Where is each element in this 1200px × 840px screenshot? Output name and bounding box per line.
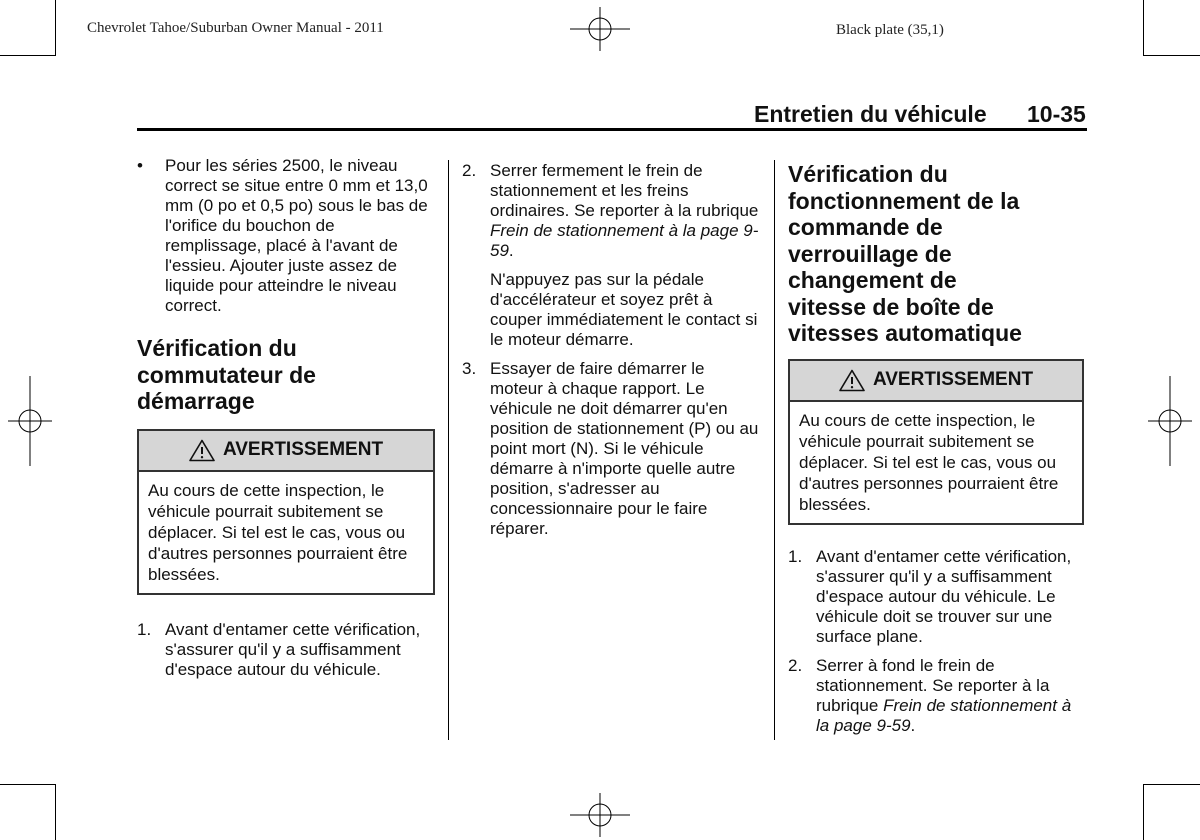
document-info: Chevrolet Tahoe/Suburban Owner Manual - 2011 — [87, 20, 384, 36]
step-text-end: . — [910, 715, 916, 735]
section-heading: Vérification du fonctionnement de la commande de verrouillage de changement de vitesse de boîte de vitesses automatique — [788, 161, 1022, 346]
step-text: Avant d'entamer cette vérification, s'assurer qu'il y a suffisamment d'espace autour du véhicule. Le véhicule doit se trouver sur une surface plane. — [816, 546, 1072, 646]
step-text-main: Serrer à fond le frein de stationnement. Se reporter à la rubrique — [816, 655, 1050, 715]
header-rule — [137, 128, 1087, 131]
step-text — [490, 161, 762, 261]
step-number: 1. — [137, 619, 152, 639]
step-number: 2. — [462, 161, 477, 180]
bullet-text: Pour les séries 2500, le niveau correct se situe entre 0 mm et 13,0 mm (0 po et 0,5 po) sous le bas de l'orifice du bouchon de remplissage, placé à l'avant de l'essieu. Ajouter juste assez de liquide pour atteindre le niveau correct. — [165, 156, 428, 315]
step-text-end: . — [508, 241, 514, 260]
list-item — [137, 620, 435, 680]
warning-header — [139, 431, 433, 472]
step-number: 2. — [788, 655, 803, 675]
warning-box — [788, 359, 1084, 525]
list-item — [462, 161, 762, 350]
column-1 — [137, 156, 435, 680]
bullet-item — [137, 156, 435, 316]
warning-box — [137, 429, 435, 595]
warning-title: AVERTISSEMENT — [222, 439, 384, 460]
list-item — [788, 547, 1088, 647]
list-item — [462, 359, 762, 539]
column-3 — [788, 161, 1088, 736]
crop-mark — [0, 784, 56, 785]
warning-title: AVERTISSEMENT — [872, 369, 1034, 390]
step-number: 3. — [462, 359, 477, 378]
step-text: Avant d'entamer cette vérification, s'assurer qu'il y a suffisamment d'espace autour du véhicule. — [165, 619, 421, 679]
warning-text: Au cours de cette inspection, le véhicule pourrait subitement se déplacer. Si tel est le cas, vous ou d'autres personnes pourraient être blessées. — [148, 480, 408, 584]
page-number: 10-35 — [1027, 101, 1086, 127]
column-2 — [462, 161, 762, 539]
registration-mark-icon — [1148, 376, 1192, 466]
page-reference: Frein de stationnement à la page 9-59 — [490, 221, 759, 260]
plate-info: Black plate (35,1) — [836, 22, 944, 38]
step-text-main: Serrer fermement le frein de stationnement et les freins ordinaires. Se reporter à la rubrique — [490, 161, 759, 220]
warning-triangle-icon — [189, 439, 215, 462]
crop-mark — [1143, 0, 1144, 56]
step-note: N'appuyez pas sur la pédale d'accélérateur et soyez prêt à couper immédiatement le contact si le moteur démarre. — [490, 270, 758, 349]
warning-text: Au cours de cette inspection, le véhicule pourrait subitement se déplacer. Si tel est le cas, vous ou d'autres personnes pourraient être blessées. — [799, 410, 1059, 514]
step-text — [816, 656, 1088, 736]
column-divider — [448, 160, 449, 740]
warning-triangle-icon — [839, 369, 865, 392]
page-reference: Frein de stationnement à la page 9-59 — [816, 695, 1072, 735]
section-title: Entretien du véhicule — [754, 101, 987, 127]
crop-mark — [1143, 784, 1144, 840]
crop-mark — [1143, 55, 1200, 56]
registration-mark-icon — [8, 376, 52, 466]
section-heading: Vérification du commutateur de démarrage — [137, 335, 316, 414]
bullet-marker: • — [137, 156, 143, 175]
crop-mark — [55, 784, 56, 840]
crop-mark — [0, 55, 56, 56]
registration-mark-icon — [570, 7, 630, 51]
crop-mark — [55, 0, 56, 56]
list-item — [788, 656, 1088, 736]
crop-mark — [1143, 784, 1200, 785]
registration-mark-icon — [570, 793, 630, 837]
warning-header — [790, 361, 1082, 402]
step-number: 1. — [788, 546, 803, 566]
column-divider — [774, 160, 775, 740]
step-text: Essayer de faire démarrer le moteur à chaque rapport. Le véhicule ne doit démarrer qu'en position de stationnement (P) ou au point mort (N). Si le véhicule démarre à n'importe quelle autre position, s'adresser au concessionnaire pour le faire réparer. — [490, 359, 759, 538]
